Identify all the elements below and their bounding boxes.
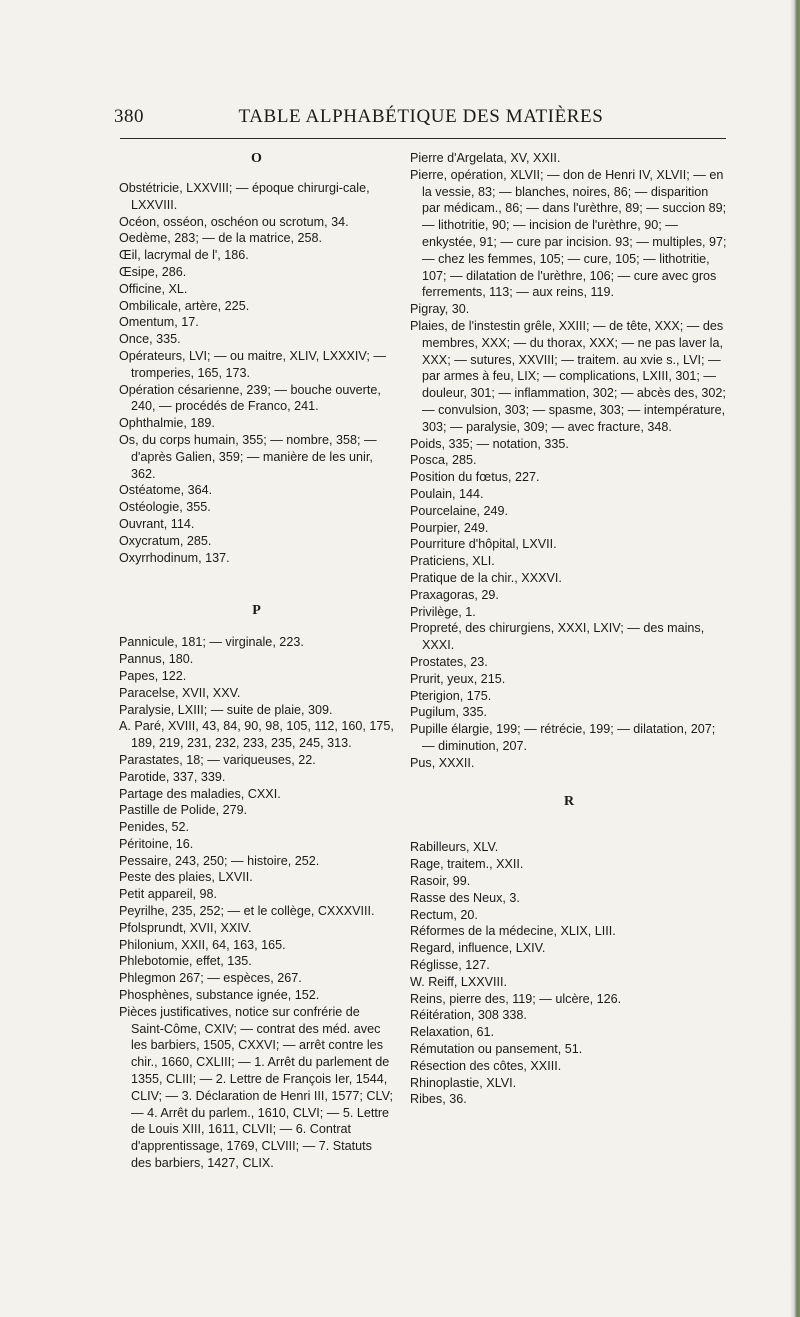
index-entry: Penides, 52. — [119, 820, 190, 835]
index-entry: Rectum, 20. — [410, 907, 478, 922]
index-entry: Praxagoras, 29. — [410, 587, 499, 602]
index-entry: Réformes de la médecine, XLIX, LIII. — [410, 924, 616, 939]
index-entry: Péritoine, 16. — [119, 836, 194, 851]
index-entry: Privilège, 1. — [410, 604, 476, 619]
index-entry: Peste des plaies, LXVII. — [119, 870, 253, 885]
index-entry: Pourriture d'hôpital, LXVII. — [410, 537, 557, 552]
index-entry: Praticiens, XLI. — [410, 554, 495, 569]
index-entry: Propreté, des chirurgiens, XXXI, LXIV; — des mains, XXXI. — [410, 621, 705, 653]
index-entry: Œil, lacrymal de l', 186. — [119, 248, 249, 263]
index-entry: Phlegmon 267; — espèces, 267. — [119, 971, 302, 986]
index-entry: Rhinoplastie, XLVI. — [410, 1075, 517, 1090]
index-entry: Petit appareil, 98. — [119, 887, 218, 902]
index-entry: Ombilicale, artère, 225. — [119, 298, 250, 313]
index-entry: Parastates, 18; — variqueuses, 22. — [119, 752, 316, 767]
index-entry: Partage des maladies, CXXI. — [119, 786, 281, 801]
index-entry: Rage, traitem., XXII. — [410, 857, 524, 872]
index-entry: Prurit, yeux, 215. — [410, 671, 506, 686]
index-entry: Prostates, 23. — [410, 654, 488, 669]
index-entry: Pupille élargie, 199; — rétrécie, 199; — dilatation, 207; — diminution, 207. — [410, 722, 716, 753]
index-entry: Oedème, 283; — de la matrice, 258. — [119, 231, 323, 246]
index-entry: Paracelse, XVII, XXV. — [119, 685, 241, 700]
index-entry: Œsipe, 286. — [119, 264, 187, 279]
index-entry: Oxycratum, 285. — [119, 533, 212, 548]
running-title: TABLE ALPHABÉTIQUE DES MATIÈRES — [238, 106, 604, 127]
index-entry: Pourcelaine, 249. — [410, 503, 509, 518]
index-entry: W. Reiff, LXXVIII. — [410, 974, 508, 989]
index-column-right — [410, 150, 728, 1108]
index-entry: Posca, 285. — [410, 453, 477, 468]
index-entry: Ouvrant, 114. — [119, 516, 195, 531]
index-entry: Phlebotomie, effet, 135. — [119, 954, 252, 969]
index-entry: Ostéologie, 355. — [119, 500, 211, 515]
index-entry: Opérateurs, LVI; — ou maitre, XLIV, LXXXIV; — tromperies, 165, 173. — [119, 348, 386, 380]
index-entry: Ribes, 36. — [410, 1092, 467, 1107]
index-entry: Paralysie, LXIII; — suite de plaie, 309. — [119, 702, 333, 717]
index-entry: Ostéatome, 364. — [119, 483, 213, 498]
section-letter-o: O — [251, 151, 262, 166]
index-entry: Pus, XXXII. — [410, 755, 475, 770]
index-entry: Parotide, 337, 339. — [119, 769, 226, 784]
index-entry: Pfolsprundt, XVII, XXIV. — [119, 920, 252, 935]
index-entry: Philonium, XXII, 64, 163, 165. — [119, 937, 286, 952]
index-entry: Reins, pierre des, 119; — ulcère, 126. — [410, 991, 622, 1006]
index-entry: Once, 335. — [119, 332, 181, 347]
index-entry: Pierre, opération, XLVII; — don de Henri IV, XLVII; — en la vessie, 83; — blanches, noires, 86; — disparition par médicam., 86; — dans l'urèthre, 89; — succion 89; — lithotritie, 90; — incision de l'urèthre, 90; — enkystée, 91; — cure par incision. 93; — multiples, 97; — chez les femmes, 105; — cure, 105; — lithotritie, 107; — dilatation de l'urèthre, 106; — cure avec gros ferrements, 113; — aux reins, 119. — [410, 167, 727, 300]
index-entry: Réitération, 308 338. — [410, 1008, 527, 1023]
header-rule — [120, 138, 726, 139]
index-entry: Rabilleurs, XLV. — [410, 840, 499, 855]
index-entry: Regard, influence, LXIV. — [410, 941, 546, 956]
index-entry: A. Paré, XVIII, 43, 84, 90, 98, 105, 112, 160, 175, 189, 219, 231, 232, 233, 235, 245, 313. — [119, 719, 394, 751]
index-entry: Réglisse, 127. — [410, 958, 490, 973]
page-header — [114, 106, 728, 130]
index-entry: Phosphènes, substance ignée, 152. — [119, 988, 320, 1003]
index-entry: Opération césarienne, 239; — bouche ouverte, 240, — procédés de Franco, 241. — [119, 382, 381, 414]
index-entry: Pourpier, 249. — [410, 520, 489, 535]
index-entry: Pièces justificatives, notice sur confrérie de Saint-Côme, CXIV; — contrat des méd. avec les barbiers, 1505, CXXVI; — arrêt contre les chir., 1660, CXLIII; — 1. Arrêt du parlement de 1355, CLIII; — 2. Lettre de François Ier, 1544, CLIV; — 3. Déclaration de Henri III, 1577; CLV; — 4. Arrêt du parlem., 1610, CLVI; — 5. Lettre de Louis XIII, 1611, CLVII; — 6. Contrat d'apprentissage, 1769, CLVIII; — 7. Statuts des barbiers, 1427, CLIX. — [119, 1004, 394, 1171]
index-entry: Peyrilhe, 235, 252; — et le collège, CXXXVIII. — [119, 904, 375, 919]
index-entry: Oxyrrhodinum, 137. — [119, 550, 230, 565]
index-entry: Poids, 335; — notation, 335. — [410, 436, 569, 451]
index-entry: Pratique de la chir., XXXVI. — [410, 570, 562, 585]
index-entry: Pannicule, 181; — virginale, 223. — [119, 635, 304, 650]
index-entry: Pierre d'Argelata, XV, XXII. — [410, 151, 561, 165]
index-entry: Océon, osséon, oschéon ou scrotum, 34. — [119, 214, 349, 229]
page-number: 380 — [114, 106, 144, 127]
index-entry: Papes, 122. — [119, 668, 187, 683]
index-entry: Rasse des Neux, 3. — [410, 890, 520, 905]
index-entry: Résection des côtes, XXIII. — [410, 1058, 562, 1073]
index-entry: Obstétricie, LXXVIII; — époque chirurgi-cale, LXXVIII. — [119, 181, 370, 212]
index-entry: Pannus, 180. — [119, 652, 194, 667]
index-entry: Rémutation ou pansement, 51. — [410, 1042, 583, 1057]
index-entry: Poulain, 144. — [410, 486, 484, 501]
index-entry: Pugilum, 335. — [410, 705, 488, 720]
index-entry: Pterigion, 175. — [410, 688, 492, 703]
scan-edge — [790, 0, 800, 1317]
index-entry: Ophthalmie, 189. — [119, 416, 215, 431]
index-entry: Rasoir, 99. — [410, 874, 471, 889]
index-column-left — [119, 150, 394, 1172]
index-entry: Officine, XL. — [119, 281, 188, 296]
index-entry: Relaxation, 61. — [410, 1025, 495, 1040]
index-entry: Omentum, 17. — [119, 315, 199, 330]
index-entry: Os, du corps humain, 355; — nombre, 358; — d'après Galien, 359; — manière de les unir, 362. — [119, 432, 377, 481]
section-letter-r: R — [563, 794, 575, 810]
index-entry: Pessaire, 243, 250; — histoire, 252. — [119, 853, 320, 868]
index-entry: Pigray, 30. — [410, 302, 470, 317]
section-letter-p: P — [252, 603, 261, 619]
index-entry: Plaies, de l'instestin grêle, XXIII; — de tête, XXX; — des membres, XXX; — du thorax, XXX; — ne pas laver la, XXX; — sutures, XXVIII; — traitem. au xvie s., LVI; — par armes à feu, LIX; — complications, LXIII, 301; — douleur, 301; — inflammation, 302; — abcès des, 302; — convulsion, 303; — spasme, 303; — intempérature, 303; — paralysie, 309; — avec fracture, 348. — [410, 318, 726, 434]
index-entry: Position du fœtus, 227. — [410, 470, 540, 485]
index-entry: Pastille de Polide, 279. — [119, 803, 248, 818]
